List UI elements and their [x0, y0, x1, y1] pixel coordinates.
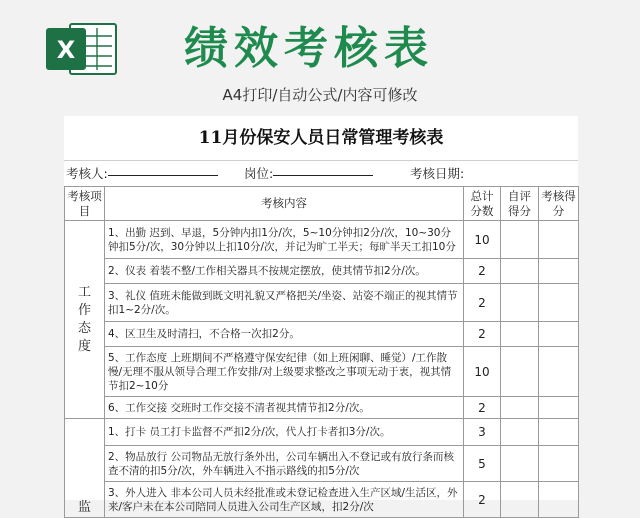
assessment-sheet [64, 116, 578, 515]
header-category: 考核项目 [65, 187, 105, 221]
total-score-cell: 10 [464, 221, 501, 259]
total-score-cell: 3 [464, 419, 501, 446]
review-score-cell[interactable] [539, 221, 579, 259]
assessee-field [66, 161, 108, 187]
svg-text:X: X [56, 36, 76, 64]
content-cell: 1、打卡 员工打卡监督不严扣2分/次，代人打卡者扣3分/次。 [105, 419, 464, 446]
assessment-table [64, 186, 579, 518]
header-content: 考核内容 [105, 187, 464, 221]
category-label: 工作态度 [77, 284, 91, 354]
self-score-cell[interactable] [501, 482, 539, 518]
date-label: 考核日期: [410, 166, 465, 181]
table-header-row [65, 187, 579, 221]
position-blank[interactable] [273, 161, 373, 176]
total-score-cell: 2 [464, 284, 501, 322]
date-field [410, 161, 464, 187]
content-cell: 6、工作交接 交班时工作交接不清者视其情节扣2分/次。 [105, 397, 464, 419]
review-score-cell[interactable] [539, 284, 579, 322]
assessee-label: 考核人: [66, 166, 108, 181]
total-score-cell: 2 [464, 482, 501, 518]
table-row [65, 347, 579, 397]
assessee-blank[interactable] [108, 161, 218, 176]
page-title: 绩效考核表 [184, 23, 434, 74]
banner [0, 0, 640, 112]
table-row [65, 322, 579, 347]
header-self: 自评得分 [501, 187, 539, 221]
total-score-cell: 10 [464, 347, 501, 397]
content-cell: 1、出勤 迟到、早退，5分钟内扣1分/次，5~10分钟扣2分/次，10~30分钟扣5分/次，30分钟以上扣10分/次，并记为旷工半天；每旷半天工扣10分 [105, 221, 464, 259]
total-score-cell: 2 [464, 322, 501, 347]
self-score-cell[interactable] [501, 221, 539, 259]
self-score-cell[interactable] [501, 397, 539, 419]
content-cell: 2、物品放行 公司物品无放行条外出，公司车辆出入不登记或有放行条而核查不清的扣5分/次，外车辆进入不指示路线的扣5分/次 [105, 446, 464, 482]
self-score-cell[interactable] [501, 446, 539, 482]
self-score-cell[interactable] [501, 322, 539, 347]
table-row [65, 221, 579, 259]
self-score-cell[interactable] [501, 259, 539, 284]
header-total: 总计分数 [464, 187, 501, 221]
category-label: 监 [77, 500, 91, 515]
date-blank[interactable] [464, 161, 470, 175]
position-field [244, 161, 273, 187]
self-score-cell[interactable] [501, 347, 539, 397]
page-subtitle: A4打印/自动公式/内容可修改 [222, 86, 418, 104]
table-row [65, 482, 579, 518]
table-row [65, 419, 579, 446]
table-row [65, 446, 579, 482]
review-score-cell[interactable] [539, 322, 579, 347]
review-score-cell[interactable] [539, 446, 579, 482]
review-score-cell[interactable] [539, 259, 579, 284]
category-cell [65, 221, 105, 419]
excel-logo-icon [44, 20, 118, 78]
table-row [65, 259, 579, 284]
self-score-cell[interactable] [501, 284, 539, 322]
total-score-cell: 5 [464, 446, 501, 482]
total-score-cell: 2 [464, 397, 501, 419]
self-score-cell[interactable] [501, 419, 539, 446]
content-cell: 3、礼仪 值班未能做到既文明礼貌又严格把关/坐姿、站姿不端正的视其情节扣1~2分/次。 [105, 284, 464, 322]
content-cell: 2、仪表 着装不整/工作相关器具不按规定摆放，使其情节扣2分/次。 [105, 259, 464, 284]
content-cell: 3、外人进入 非本公司人员未经批准或未登记检查进入生产区域/生活区，外来/客户未在本公司陪同人员进入公司生产区域，扣2分/次 [105, 482, 464, 518]
meta-row [64, 160, 578, 187]
content-cell: 4、区卫生及时清扫，不合格一次扣2分。 [105, 322, 464, 347]
header-review: 考核得分 [539, 187, 579, 221]
table-row [65, 397, 579, 419]
total-score-cell: 2 [464, 259, 501, 284]
review-score-cell[interactable] [539, 347, 579, 397]
review-score-cell[interactable] [539, 419, 579, 446]
table-row [65, 284, 579, 322]
position-label: 岗位: [244, 166, 274, 181]
sheet-title: 11月份保安人员日常管理考核表 [198, 128, 444, 148]
review-score-cell[interactable] [539, 397, 579, 419]
category-cell [65, 419, 105, 518]
review-score-cell[interactable] [539, 482, 579, 518]
content-cell: 5、工作态度 上班期间不严格遵守保安纪律（如上班闲聊、睡觉）/工作散慢/无理不服从领导合理工作安排/对上级要求整改之事项无动于衷，视其情节扣2~10分 [105, 347, 464, 397]
